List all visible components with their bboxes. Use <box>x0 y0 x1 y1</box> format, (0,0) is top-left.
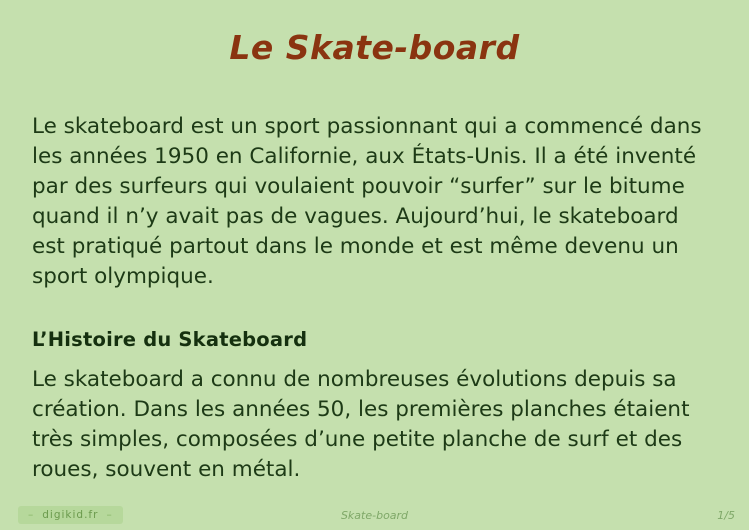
badge-left-dash: – <box>28 509 35 521</box>
page-title: Le Skate-board <box>229 28 520 67</box>
page-indicator: 1/5 <box>717 509 735 522</box>
section-paragraph: Le skateboard a connu de nombreuses évolutions depuis sa création. Dans les années 50, les premières planches étaient très simples, composées d’une petite planche de surf et des roues, souvent en métal. <box>32 367 690 482</box>
intro-paragraph: Le skateboard est un sport passionnant qui a commencé dans les années 1950 en Californie, aux États-Unis. Il a été inventé par des surfeurs qui voulaient pouvoir “surfer” sur le bitume quand il n’y avait pas de vagues. Aujourd’hui, le skateboard est pratiqué partout dans le monde et est même devenu un sport olympique. <box>32 114 702 289</box>
footer <box>0 502 749 530</box>
badge-right-dash: – <box>106 509 113 521</box>
section-heading: L’Histoire du Skateboard <box>32 328 308 351</box>
badge-label: digikid.fr <box>42 509 99 521</box>
footer-document-label: Skate-board <box>340 509 409 522</box>
content-area <box>32 112 718 485</box>
